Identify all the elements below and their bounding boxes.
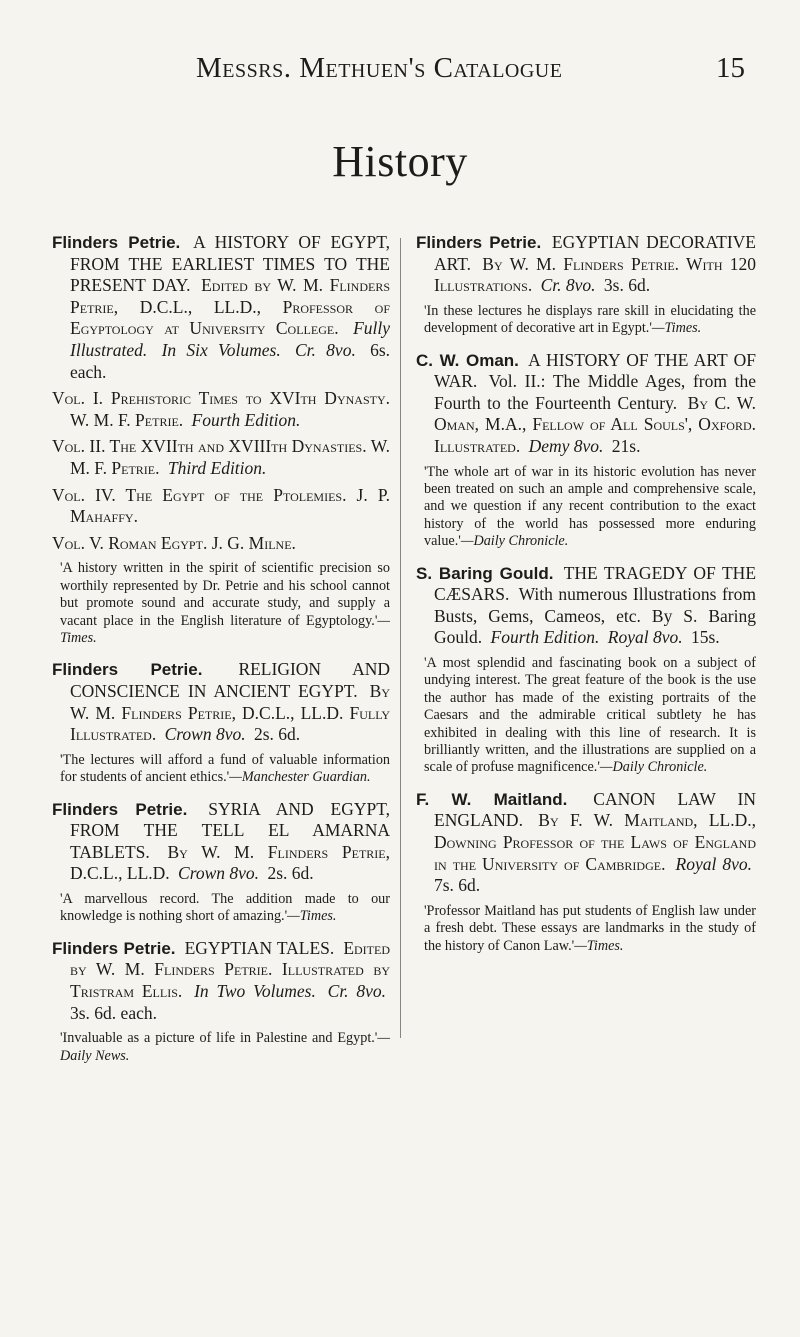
entry-price: 15s.: [690, 627, 720, 648]
review-quote: 'A history written in the spirit of scientific precision so worthily represented by Dr. Petrie and his school cannot but promote sound and accurate study, and supply a vacant place in the English literature of Egyptology.'—Times.: [60, 560, 390, 646]
entry-author: Flinders Petrie.: [52, 233, 181, 252]
entry-price: 21s.: [611, 435, 641, 456]
entry-byline: By F. W. Maitland, LL.D., Downing Professor of the Laws of England in the University of Cambridge.: [434, 810, 756, 874]
entry-price: 3s. 6d.: [603, 275, 651, 296]
entry-price: 3s. 6d. each.: [70, 1002, 157, 1023]
entry-editor: Edited by W. M. Flinders Petrie. Illustrated by Tristram Ellis.: [70, 937, 391, 1001]
volume-5: Vol. V. Roman Egypt. J. G. Milne.: [52, 532, 296, 553]
entry-title: A HISTORY OF THE ART OF WAR.: [434, 349, 756, 392]
entry-byline: By C. W. Oman, M.A., Fellow of All Souls', Oxford. Illustrated.: [434, 392, 757, 456]
review-source: —Daily News.: [60, 1030, 390, 1064]
section-title: History: [332, 137, 468, 186]
entry-author: F. W. Maitland.: [416, 789, 568, 809]
entry-volumes: In Two Volumes.: [194, 980, 316, 1001]
entry-format: Cr. 8vo.: [295, 339, 356, 360]
running-title: Messrs. Methuen's Catalogue: [196, 52, 563, 84]
entry-syria-and-egypt: [52, 799, 390, 926]
entry-title: THE TRAGEDY OF THE CÆSARS.: [434, 562, 757, 605]
column-divider: [400, 238, 401, 1038]
review-source: —Daily Chronicle.: [599, 759, 708, 776]
entry-egyptian-tales: [52, 938, 390, 1065]
entry-description: With numerous Illustrations from Busts, Gems, Cameos, etc. By S. Baring Gould.: [434, 584, 756, 648]
entry-volumes: In Six Volumes.: [161, 339, 281, 360]
review-source: —Times.: [287, 908, 337, 925]
entry-author: Flinders Petrie.: [52, 938, 176, 958]
entry-format: Crown 8vo.: [164, 724, 246, 745]
entry-art-of-war: [416, 350, 756, 551]
entry-title: SYRIA AND EGYPT, FROM THE TELL EL AMARNA TABLETS.: [70, 798, 390, 862]
entry-editor: Edited by W. M. Flinders Petrie, D.C.L., LL.D., Professor of Egyptology at University College.: [70, 275, 390, 339]
entry-price: 6s. each.: [70, 339, 391, 382]
entry-author: S. Baring Gould.: [416, 563, 554, 583]
review-quote: 'Invaluable as a picture of life in Palestine and Egypt.'—Daily News.: [60, 1030, 390, 1064]
review-source: —Times.: [651, 320, 702, 337]
review-quote: 'Professor Maitland has put students of English law under a fresh debt. These essays are landmarks in the study of the history of Canon Law.'—Times.: [424, 902, 756, 954]
entry-edition: Fourth Edition.: [490, 627, 600, 648]
review-quote: 'A most splendid and fascinating book on a subject of undying interest. The great feature of the book is the use the author has made of the existing portraits of the Caesars and the admirable critical subtlety he has exhibited in dealing with this line of research. It is brilliantly written, and the illustrations are supplied on a scale of profuse magnificence.'—Daily Chronicle.: [424, 654, 756, 776]
entry-author: Flinders Petrie.: [52, 799, 188, 819]
review-source: —Manchester Guardian.: [229, 769, 371, 786]
volume-2: Vol. II. The XVIIth and XVIIIth Dynasties. W. M. F. Petrie. Third Edition.: [52, 436, 390, 478]
entry-egyptian-decorative-art: [416, 232, 756, 338]
entry-format: Cr. 8vo.: [540, 275, 596, 296]
entry-format: Royal 8vo.: [675, 853, 752, 874]
entry-author: Flinders Petrie.: [52, 660, 203, 680]
entry-volume: Vol. II.: The Middle Ages, from the Fourth to the Fourteenth Century.: [434, 371, 756, 413]
entry-format: Demy 8vo.: [528, 435, 604, 456]
entry-canon-law: [416, 789, 756, 955]
entry-title: A HISTORY OF EGYPT, FROM THE EARLIEST TIMES TO THE PRESENT DAY.: [70, 232, 390, 296]
entry-author: Flinders Petrie.: [416, 233, 542, 252]
review-quote: 'A marvellous record. The addition made to our knowledge is nothing short of amazing.'—Times.: [60, 890, 390, 925]
entry-title: RELIGION AND CONSCIENCE IN ANCIENT EGYPT.: [70, 659, 390, 701]
entry-byline: By W. M. Flinders Petrie, D.C.L., LL.D.: [70, 841, 390, 884]
entry-format: Cr. 8vo.: [327, 980, 387, 1001]
review-source: —Times.: [574, 937, 624, 954]
review-source: —Daily Chronicle.: [460, 533, 569, 550]
review-quote: 'The whole art of war in its historic evolution has never been treated on such an ample and comprehensive scale, and we question if any recent contribution to the exact history of the world has possessed more enduring value.'—Daily Chronicle.: [424, 463, 756, 550]
entry-history-of-egypt: [52, 232, 390, 647]
entry-price: 2s. 6d.: [267, 863, 314, 884]
review-quote: 'The lectures will afford a fund of valuable information for students of ancient ethics.'—Manchester Guardian.: [60, 751, 390, 786]
right-column: [416, 232, 756, 967]
entry-price: 2s. 6d.: [253, 724, 301, 745]
entry-format: Crown 8vo.: [178, 863, 260, 884]
left-column: [52, 232, 390, 1077]
entry-price: 7s. 6d.: [434, 875, 481, 896]
entry-title: EGYPTIAN DECORATIVE ART.: [434, 232, 756, 274]
entry-title: CANON LAW IN ENGLAND.: [434, 788, 756, 831]
volume-1: Vol. I. Prehistoric Times to XVIth Dynasty. W. M. F. Petrie. Fourth Edition.: [52, 388, 390, 430]
entry-tragedy-of-the-caesars: [416, 563, 756, 777]
entry-title: EGYPTIAN TALES.: [184, 937, 335, 958]
entry-religion-and-conscience: [52, 659, 390, 786]
entry-byline: By W. M. Flinders Petrie. With 120 Illustrations.: [434, 253, 757, 296]
entry-format: Royal 8vo.: [607, 627, 683, 648]
volume-4: Vol. IV. The Egypt of the Ptolemies. J. P. Mahaffy.: [52, 484, 390, 527]
review-quote: 'In these lectures he displays rare skill in elucidating the development of decorative art in Egypt.'—Times.: [424, 302, 756, 337]
review-source: —Times.: [60, 612, 390, 646]
page-number: 15: [716, 52, 745, 84]
entry-author: C. W. Oman.: [416, 350, 519, 370]
entry-byline: By W. M. Flinders Petrie, D.C.L., LL.D. Fully Illustrated.: [70, 680, 391, 745]
entry-illustrations: Fully Illustrated.: [70, 318, 390, 360]
